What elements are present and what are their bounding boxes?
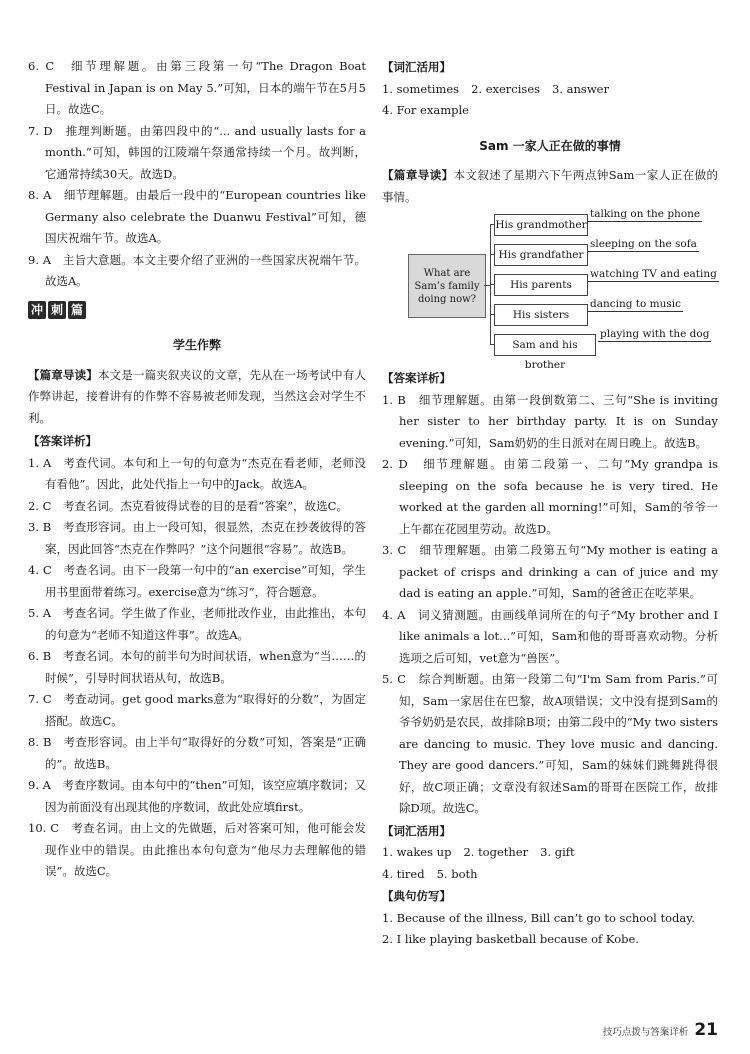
answer-item: 9. A 考查序数词。由本句中的“then”可知，该空应填序数词；又因为前面没有出现其他的序数词，故此处应填first。 <box>28 778 366 814</box>
vocab-answer: 2. together <box>463 845 529 859</box>
model-sentence: 2. I like playing basketball because of Kobe. <box>382 932 639 946</box>
vocab-answer: 4. For example <box>382 103 469 117</box>
vocab-answer: 3. gift <box>540 845 575 859</box>
vocab-row <box>382 864 718 886</box>
answer-item: 10. C 考查名词。由上文的先做题，后对答案可知，他可能会发现作业中的错误。由此推出本句句意为“他尽力去理解他的错误”。故选C。 <box>28 821 366 878</box>
family-member-box: His grandmother <box>494 214 588 236</box>
activity-label: watching TV and eating <box>590 268 717 280</box>
family-member-box: His grandfather <box>494 244 588 266</box>
family-member-box: Sam and his brother <box>494 334 596 356</box>
intro-text: 本文是一篇夹叙夹议的文章，先从在一场考试中有人作弊讲起，接着讲有的作弊不容易被老师发现，当然这会对学生不利。 <box>28 367 367 425</box>
page-footer <box>603 1020 718 1040</box>
intro-text: 本文叙述了星期六下午两点钟Sam一家人正在做的事情。 <box>382 168 718 204</box>
section-label: 【词汇活用】 <box>382 823 451 838</box>
vocab-row <box>382 79 718 101</box>
section-label: 【答案详析】 <box>28 434 97 448</box>
right-column <box>382 56 718 951</box>
section-label: 【篇章导读】 <box>28 367 98 382</box>
answer-item: 2. C 考查名词。杰克看彼得试卷的目的是看“答案”，故选C。 <box>28 498 348 513</box>
vocab-row <box>382 842 718 864</box>
mind-map-question: What are Sam’s family doing now? <box>414 267 480 305</box>
answer-item: 4. A 词义猜测题。由画线单词所在的句子“My brother and I like animals a lot...”可知，Sam和他的哥哥喜欢动物。分析选项之后可知，vet意为“兽医”。 <box>382 607 718 665</box>
page-number: 21 <box>694 1020 718 1040</box>
answer-item: 5. A 考查名词。学生做了作业，老师批改作业，由此推出，本句的句意为“老师不知道这件事”。故选A。 <box>28 606 366 642</box>
answer-item: 8. A 细节理解题。由最后一段中的“European countries like Germany also celebrate the Duanwu Festival”可知，德国庆祝端午节。故选A。 <box>28 188 366 245</box>
family-member-box: His parents <box>494 274 588 296</box>
family-mind-map <box>406 208 736 371</box>
vocab-answer: 5. both <box>436 866 478 881</box>
banner-char: 刺 <box>48 301 66 319</box>
passage-title: 学生作弊 <box>172 338 221 352</box>
section-label: 【典句仿写】 <box>382 889 451 903</box>
activity-label: sleeping on the sofa <box>590 238 697 250</box>
answer-item: 7. C 考查动词。get good marks意为“取得好的分数”，为固定搭配。故选C。 <box>28 692 366 728</box>
answer-item: 8. B 考查形容词。由上半句“取得好的分数”可知，答案是“正确的”。故选B。 <box>28 735 366 771</box>
answer-item: 2. D 细节理解题。由第二段第一、二句“My grandpa is sleeping on the sofa because he is very tired. He worked at the garden all morning!”可知，Sam的爷爷一上午都在花园里劳动。故选D。 <box>382 457 718 536</box>
answer-item: 5. C 综合判断题。由第一段第二句“I'm Sam from Paris.”可知，Sam一家居住在巴黎，故A项错误；文中没有提到Sam的爷爷奶奶是农民，故排除B项；由第二段中的“My two sisters are dancing to music. They love music and dancing. They are good dancers.”可知，Sam的妹妹们跳舞跳得很好，故C项正确；文章没有叙述Sam的哥哥在医院工作，故排除D项。故选C。 <box>382 672 718 815</box>
banner-char: 冲 <box>28 301 46 319</box>
model-sentence: 1. Because of the illness, Bill can’t go to school today. <box>382 910 695 925</box>
answer-item: 1. B 细节理解题。由第一段倒数第二、三句“She is inviting her sister to her birthday party. It is on Sunday evening.”可知，Sam奶奶的生日派对在周日晚上。故选B。 <box>382 392 718 450</box>
activity-label: dancing to music <box>590 298 682 310</box>
activity-label: talking on the phone <box>590 208 701 220</box>
vocab-answer: 3. answer <box>552 81 609 96</box>
answer-item: 6. B 考查名词。本句的前半句为时间状语，when意为“当……的时候”，引导时间状语从句，故选B。 <box>28 649 366 685</box>
passage-intro <box>382 165 718 208</box>
answer-item: 9. A 主旨大意题。本文主要介绍了亚洲的一些国家庆祝端午节。故选A。 <box>28 252 366 288</box>
section-label: 【答案详析】 <box>382 371 451 385</box>
answer-item: 3. B 考查形容词。由上一段可知，很显然，杰克在抄袭彼得的答案，因此回答“杰克在作弊吗？”这个问题很“容易”。故选B。 <box>28 520 366 556</box>
answer-item: 6. C 细节理解题。由第三段第一句“The Dragon Boat Festival in Japan is on May 5.”可知，日本的端午节在5月5日。故选C。 <box>28 59 366 116</box>
section-banner <box>28 301 88 319</box>
answer-item: 4. C 考查名词。由下一段第一句中的“an exercise”可知，学生用书里面带着练习。exercise意为“练习”，符合题意。 <box>28 563 366 599</box>
vocab-answer: 1. wakes up <box>382 845 452 859</box>
answer-item: 3. C 细节理解题。由第二段第五句“My mother is eating a packet of crisps and drinking a can of juice and my dad is eating an apple.”可知，Sam的爸爸正在吃苹果。 <box>382 543 718 600</box>
vocab-answer: 1. sometimes <box>382 81 460 96</box>
passage-intro <box>28 365 366 430</box>
left-column <box>28 56 366 883</box>
answer-item: 1. A 考查代词。本句和上一句的句意为“杰克在看老师，老师没有看他”。因此，此处代指上一句中的Jack。故选A。 <box>28 455 366 491</box>
vocab-answer: 4. tired <box>382 866 425 881</box>
section-label: 【篇章导读】 <box>382 168 454 182</box>
mind-map-center <box>408 254 486 318</box>
passage-title: Sam 一家人正在做的事情 <box>479 138 621 153</box>
vocab-answer: 2. exercises <box>471 81 541 96</box>
footer-text: 技巧点拨与答案详析 <box>602 1027 689 1038</box>
activity-label: playing with the dog <box>600 328 710 340</box>
answer-item: 7. D 推理判断题。由第四段中的“... and usually lasts for a month.”可知，韩国的江陵端午祭通常持续一个月。故判断，它通常持续30天。故选D。 <box>28 123 366 181</box>
family-member-box: His sisters <box>494 304 588 326</box>
section-label: 【词汇活用】 <box>382 60 451 74</box>
banner-char: 篇 <box>68 301 86 319</box>
